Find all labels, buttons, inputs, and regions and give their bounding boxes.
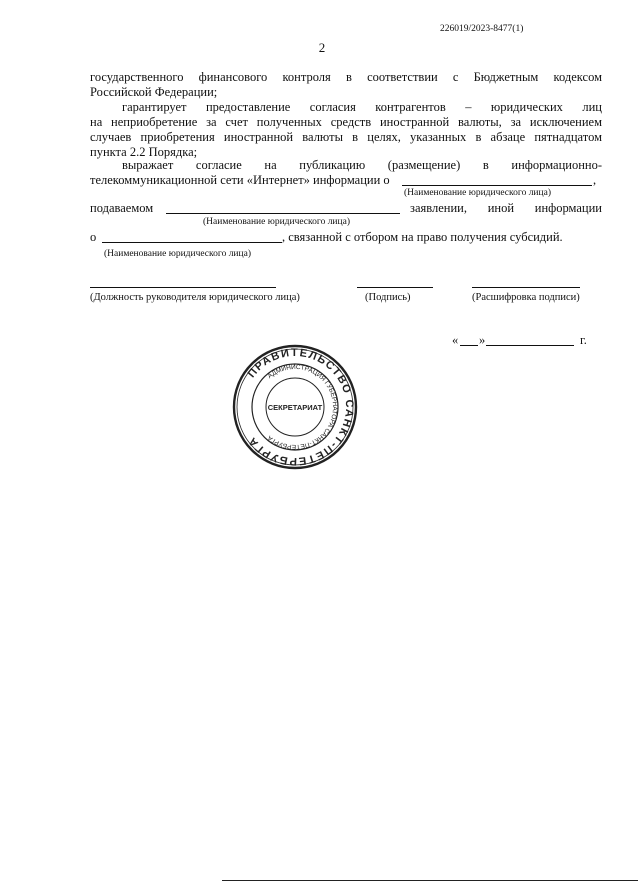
secretariat-stamp: [232, 344, 358, 470]
page-bottom-edge: [222, 880, 638, 881]
paragraph-3-line-3-start: подаваемом: [90, 201, 154, 215]
stamp-svg: [232, 344, 358, 470]
paragraph-2-line-2: на неприобретение за счет полученных средств иностранной валюты, за исключением: [90, 115, 602, 129]
date-day-line[interactable]: [460, 345, 478, 346]
document-number: 226019/2023-8477(1): [440, 24, 524, 34]
signature-line[interactable]: [357, 287, 433, 288]
position-signature-line[interactable]: [90, 287, 276, 288]
paragraph-2-line-3: случаев приобретения иностранной валюты в целях, указанных в абзаце пятнадцатом: [90, 130, 602, 144]
paragraph-1-line-2: Российской Федерации;: [90, 85, 218, 99]
decoding-signature-line[interactable]: [472, 287, 580, 288]
date-year-suffix: г.: [580, 333, 587, 347]
date-close-quote: »: [479, 333, 486, 347]
paragraph-3-line-4-end: , связанной с отбором на право получения субсидий.: [282, 230, 563, 244]
stamp-outer-text: ПРАВИТЕЛЬСТВО САНКТ-ПЕТЕРБУРГА: [245, 346, 356, 468]
signature-label: (Подпись): [365, 292, 411, 303]
paragraph-3-line-2: телекоммуникационной сети «Интернет» информации о: [90, 173, 390, 187]
stamp-inner-text: АДМИНИСТРАЦИЯ ГУБЕРНАТОРА САНКТ-ПЕТЕРБУРГА: [266, 363, 339, 451]
date-month-line[interactable]: [486, 345, 574, 346]
caption-org-name-1: (Наименование юридического лица): [404, 188, 551, 198]
page-number: 2: [318, 40, 326, 55]
paragraph-2-line-4: пункта 2.2 Порядка;: [90, 145, 198, 159]
blank-line-org-name-3[interactable]: [102, 242, 282, 243]
position-label: (Должность руководителя юридического лица): [90, 292, 300, 303]
date-open-quote: «: [452, 333, 459, 347]
paragraph-3-line-3-end: заявлении, иной информации: [410, 201, 602, 215]
stamp-center-text: СЕКРЕТАРИАТ: [267, 403, 323, 412]
paragraph-3-line-4-start: о: [90, 230, 97, 244]
caption-org-name-3: (Наименование юридического лица): [104, 249, 251, 259]
paragraph-1-line-1: государственного финансового контроля в соответствии с Бюджетным кодексом: [90, 70, 602, 84]
decoding-label: (Расшифровка подписи): [472, 292, 580, 303]
paragraph-2-line-1: гарантирует предоставление согласия контрагентов – юридических лиц: [122, 100, 602, 114]
blank-line-org-name-1[interactable]: [402, 185, 592, 186]
paragraph-3-line-1: выражает согласие на публикацию (размещение) в информационно-: [122, 158, 602, 172]
paragraph-3-line-2-comma: ,: [593, 173, 597, 187]
blank-line-org-name-2[interactable]: [166, 213, 400, 214]
caption-org-name-2: (Наименование юридического лица): [203, 217, 350, 227]
